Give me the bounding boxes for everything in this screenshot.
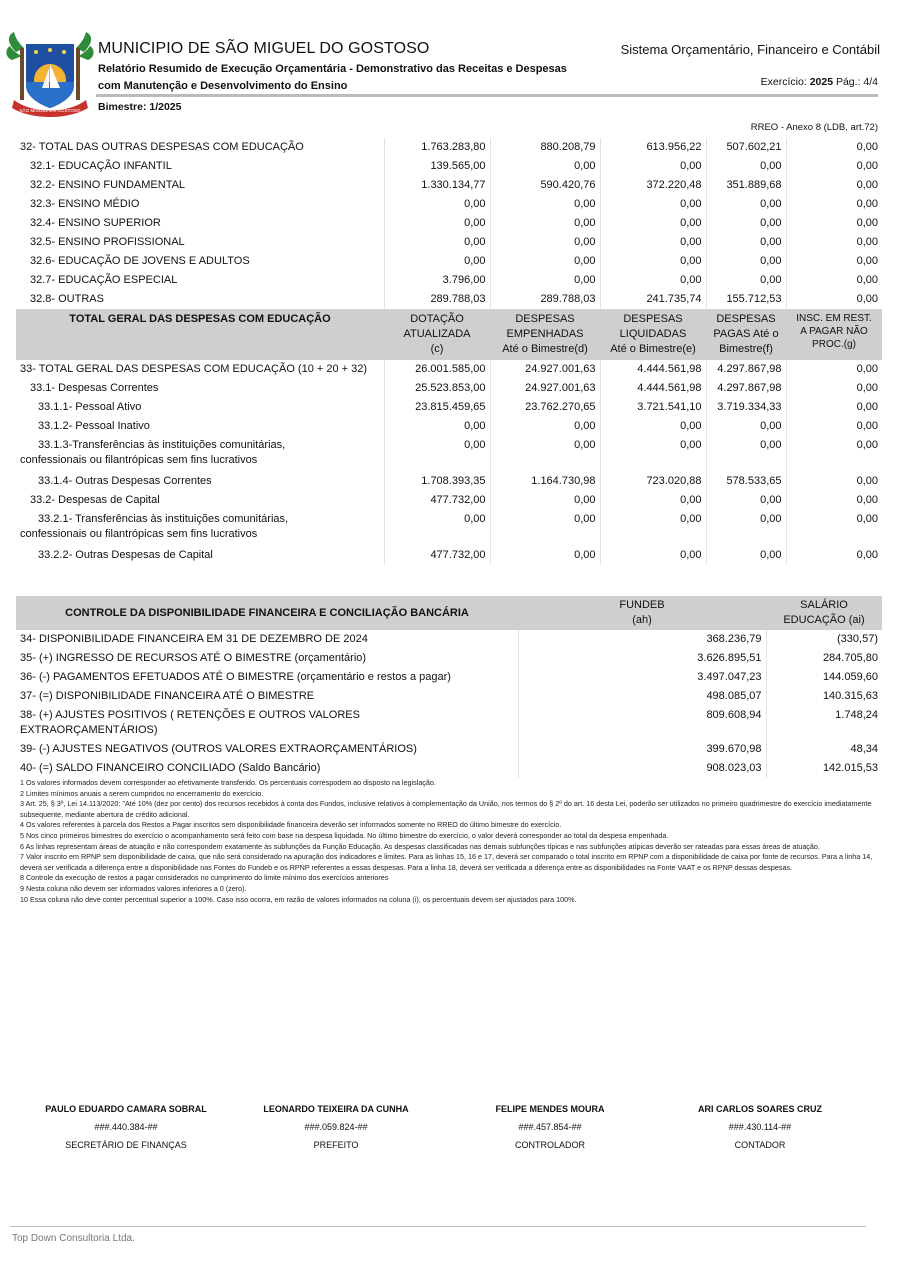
footnote: 4 Os valores referentes à parcela dos Restos a Pagar inscritos sem disponibilidade financeira deverão ser informados somente no RREO do último bimestre do exercício. [20,820,562,830]
table-row [16,687,882,706]
header-col-g [786,309,882,360]
footnote: 8 Controle da execução de restos a pagar considerados no cumprimento do limite mínimo dos exercícios anteriores [20,873,389,883]
section-33-body [16,360,882,565]
row-label [16,510,384,546]
row-label-text: 33.2- Despesas de Capital [30,494,160,506]
table-row [16,214,882,233]
fundeb-value: 3.497.047,23 [518,668,766,687]
table-row [16,290,882,309]
cell-value: 578.533,65 [706,472,786,491]
table-row [16,546,882,565]
cell-value: 4.444.561,98 [600,379,706,398]
row-label-text: 33.2.1- Transferências às instituições comunitárias, [38,513,289,525]
cell-value: 0,00 [706,436,786,472]
cell-value: 0,00 [706,195,786,214]
row-label [16,436,384,472]
row-label-text: 33.1.1- Pessoal Ativo [38,401,142,413]
cell-value: 880.208,79 [490,138,600,157]
cell-value: 4.297.867,98 [706,379,786,398]
signer-cpf: ###.430.114-## [728,1122,792,1132]
signer-name: ARI CARLOS SOARES CRUZ [697,1104,822,1114]
table-row [16,510,882,546]
table-row [16,491,882,510]
cell-value: 0,00 [490,510,600,546]
salario-value: 142.015,53 [766,759,882,778]
row-label-continuation: confessionais ou filantrópicas sem fins lucrativos [20,454,258,466]
row-label-text: 33.1.3-Transferências às instituições comunitárias, [38,439,286,451]
row-label-text: 33.2.2- Outras Despesas de Capital [38,549,213,561]
cell-value: 351.889,68 [706,176,786,195]
cell-value: 0,00 [490,214,600,233]
report-title-line-1: Relatório Resumido de Execução Orçamentária - Demonstrativo das Receitas e Despesas [98,63,567,75]
cell-value: 0,00 [600,491,706,510]
cell-value: 0,00 [490,436,600,472]
header-text: INSC. EM REST. [796,313,872,324]
header-text: Até o Bimestre(d) [502,343,588,355]
row-label [16,290,384,309]
cell-value: 0,00 [786,233,882,252]
bimester-label: Bimestre: 1/2025 [98,101,182,113]
table-row [16,740,882,759]
row-label-text: 32.5- ENSINO PROFISSIONAL [30,236,185,248]
cell-value: 289.788,03 [490,290,600,309]
exercise-value: 2025 [809,76,834,88]
row-label-continuation: confessionais ou filantrópicas sem fins lucrativos [20,528,258,540]
cell-value: 613.956,22 [600,138,706,157]
row-label [16,491,384,510]
header-text: ATUALIZADA [403,328,471,340]
row-label-text: 32.8- OUTRAS [30,293,104,305]
cell-value: 0,00 [600,195,706,214]
signer-cpf: ###.440.384-## [94,1122,158,1132]
cell-value: 0,00 [786,546,882,565]
fundeb-value: 908.023,03 [518,759,766,778]
cell-value: 0,00 [786,472,882,491]
cell-value: 4.297.867,98 [706,360,786,379]
cell-value: 0,00 [706,546,786,565]
row-label-text: 34- DISPONIBILIDADE FINANCEIRA EM 31 DE DEZEMBRO DE 2024 [20,633,368,645]
signer-name: PAULO EDUARDO CAMARA SOBRAL [45,1104,207,1114]
signer-role: CONTROLADOR [514,1140,585,1150]
signature-block [450,1100,650,1154]
cell-value: 0,00 [706,157,786,176]
row-label-text: 33- TOTAL GERAL DAS DESPESAS COM EDUCAÇÃO (10 + 20 + 32) [20,363,368,375]
row-label [16,472,384,491]
row-label-continuation: EXTRAORÇAMENTÁRIOS) [20,724,158,736]
row-label [16,398,384,417]
row-label [16,649,518,668]
table-row [16,138,882,157]
total-header-label: TOTAL GERAL DAS DESPESAS COM EDUCAÇÃO [16,309,384,360]
header-text: DOTAÇÃO [410,313,464,325]
footnotes [20,778,880,905]
row-label [16,668,518,687]
page-number: Pág.: 4/4 [835,76,878,88]
cell-value: 372.220,48 [600,176,706,195]
cell-value: 26.001.585,00 [384,360,490,379]
row-label-text: 33.1- Despesas Correntes [30,382,159,394]
cell-value: 723.020,88 [600,472,706,491]
footnote: 1 Os valores informados devem corresponder ao efetivamente transferido. Os percentuais correspodem ao disposto na legislação. [20,778,436,787]
header-text: SALÁRIO [800,599,848,611]
signer-cpf: ###.457.854-## [518,1122,582,1132]
signer-cpf: ###.059.824-## [304,1122,368,1132]
cell-value: 0,00 [786,360,882,379]
cell-value: 139.565,00 [384,157,490,176]
row-label [16,176,384,195]
cell-value: 0,00 [600,214,706,233]
cell-value: 0,00 [706,510,786,546]
footer-divider [10,1226,866,1227]
table-row [16,195,882,214]
cell-value: 507.602,21 [706,138,786,157]
fundeb-value: 809.608,94 [518,706,766,740]
header-col-e [600,309,706,360]
section-32-body [16,138,882,309]
table-row [16,360,882,379]
row-label-text: 32- TOTAL DAS OUTRAS DESPESAS COM EDUCAÇÃO [20,141,304,153]
row-label-text: 32.2- ENSINO FUNDAMENTAL [30,179,186,191]
signer-role: PREFEITO [313,1140,359,1150]
cell-value: 0,00 [384,510,490,546]
salario-value: 284.705,80 [766,649,882,668]
header-text: (c) [430,343,444,355]
footnote: 5 Nos cinco primeiros bimestres do exercício o acompanhamento será feito com base na despesa liquidada. No último bimestre do exercício, o valor deverá corresponder ao total da despesa empenhada. [20,830,669,840]
row-label [16,630,518,649]
row-label [16,195,384,214]
report-title-line-2: com Manutenção e Desenvolvimento do Ensino [98,80,348,92]
header-divider [96,94,878,97]
table-row [16,157,882,176]
cell-value: 0,00 [786,195,882,214]
table-row [16,436,882,472]
footnote: 7 Valor inscrito em RPNP sem disponibilidade de caixa, que não será considerado na apuração dos indicadores e limites. Para as linhas 15, 16 e 17, deverá ser comparado o total inscrito em RPNP com a disponibilidade de caixa por fonte de recursos. Para a linha 14, deverá ser verificada a diferença entre a disponibilidade nas Fontes do Fundeb e os RPNP referentes a essas despesas. Para a linha 18, deverá ser verificada a diferença entre as disponibilidades na Fonte VAAT e os RPNP dessas despesas. [20,852,873,872]
fundeb-header [518,596,766,630]
controle-header-row [16,596,882,630]
cell-value: 0,00 [706,233,786,252]
cell-value: 155.712,53 [706,290,786,309]
fundeb-value: 498.085,07 [518,687,766,706]
header-text: EMPENHADAS [506,328,584,340]
fundeb-value: 3.626.895,51 [518,649,766,668]
table-row [16,176,882,195]
cell-value: 1.330.134,77 [384,176,490,195]
table-row [16,759,882,778]
cell-value: 0,00 [786,491,882,510]
cell-value: 0,00 [706,214,786,233]
table-row [16,379,882,398]
table-row [16,706,882,740]
cell-value: 4.444.561,98 [600,360,706,379]
cell-value: 0,00 [706,271,786,290]
footnote: 6 As linhas representam áreas de atuação e não correspondem exatamente às subfunções da Função Educação. As despesas classificadas nas demais subfunções típicas e nas subfunções atípicas deverão ser rateadas para essas áreas de atuação. [20,841,820,851]
table-row [16,233,882,252]
signer-name: FELIPE MENDES MOURA [495,1104,605,1114]
cell-value: 0,00 [786,176,882,195]
table-row [16,668,882,687]
row-label-text: 32.1- EDUCAÇÃO INFANTIL [30,160,172,172]
row-label-text: 33.1.4- Outras Despesas Correntes [38,475,212,487]
header-text: PROC.(g) [812,339,856,350]
cell-value: 0,00 [384,252,490,271]
cell-value: 0,00 [384,436,490,472]
cell-value: 0,00 [786,398,882,417]
cell-value: 0,00 [600,233,706,252]
table-row [16,252,882,271]
table-row [16,417,882,436]
row-label-text: 39- (-) AJUSTES NEGATIVOS (OUTROS VALORES EXTRAORÇAMENTÁRIOS) [20,743,417,755]
salario-header [766,596,882,630]
row-label [16,759,518,778]
cell-value: 23.762.270,65 [490,398,600,417]
total-header-row [16,309,882,360]
row-label-text: 32.3- ENSINO MÉDIO [30,198,140,210]
row-label [16,687,518,706]
cell-value: 241.735,74 [600,290,706,309]
controle-header-label: CONTROLE DA DISPONIBILIDADE FINANCEIRA E CONCILIAÇÃO BANCÁRIA [16,596,518,630]
cell-value: 0,00 [600,510,706,546]
row-label-text: 32.6- EDUCAÇÃO DE JOVENS E ADULTOS [30,255,250,267]
controle-table [16,596,882,778]
cell-value: 0,00 [706,252,786,271]
row-label [16,417,384,436]
cell-value: 3.721.541,10 [600,398,706,417]
cell-value: 0,00 [600,417,706,436]
cell-value: 0,00 [706,491,786,510]
logo-ribbon-text: SÃO MIGUEL DO GOSTOSO [19,108,81,113]
cell-value: 0,00 [384,233,490,252]
header-text: (ah) [632,614,652,626]
header-text: Bimestre(f) [719,343,773,355]
header-col-c [384,309,490,360]
cell-value: 0,00 [786,417,882,436]
row-label [16,360,384,379]
row-label [16,233,384,252]
table-row [16,649,882,668]
signature-block [660,1100,860,1154]
table-row [16,630,882,649]
row-label [16,379,384,398]
cell-value: 0,00 [600,252,706,271]
row-label-text: 38- (+) AJUSTES POSITIVOS ( RETENÇÕES E OUTROS VALORES [20,709,360,721]
cell-value: 0,00 [490,195,600,214]
row-label-text: 32.4- ENSINO SUPERIOR [30,217,161,229]
cell-value: 0,00 [786,510,882,546]
signature-block [26,1100,226,1154]
salario-value: 48,34 [766,740,882,759]
cell-value: 0,00 [600,157,706,176]
exercise-and-page [761,76,878,88]
header-text: DESPESAS [623,313,683,325]
report-title [98,61,618,95]
cell-value: 0,00 [786,138,882,157]
cell-value: 0,00 [600,271,706,290]
footnote: 10 Essa coluna não deve conter percentual superior a 100%. Caso isso ocorra, em razão de valores informados na coluna (i), os percentuais devem ser ajustados para 100%. [20,894,577,904]
cell-value: 0,00 [384,214,490,233]
row-label [16,546,384,565]
cell-value: 0,00 [786,379,882,398]
row-label-text: 33.1.2- Pessoal Inativo [38,420,150,432]
salario-value: 140.315,63 [766,687,882,706]
header-text: LIQUIDADAS [619,328,687,340]
system-name: Sistema Orçamentário, Financeiro e Contábil [620,42,880,57]
cell-value: 0,00 [490,252,600,271]
signer-name: LEONARDO TEIXEIRA DA CUNHA [263,1104,409,1114]
cell-value: 477.732,00 [384,546,490,565]
row-label [16,252,384,271]
signature-block [236,1100,436,1154]
row-label [16,157,384,176]
row-label-text: 32.7- EDUCAÇÃO ESPECIAL [30,274,178,286]
cell-value: 0,00 [490,157,600,176]
fundeb-value: 399.670,98 [518,740,766,759]
row-label [16,138,384,157]
cell-value: 0,00 [786,214,882,233]
cell-value: 0,00 [490,271,600,290]
row-label [16,706,518,740]
cell-value: 590.420,76 [490,176,600,195]
cell-value: 289.788,03 [384,290,490,309]
footnote: 3 Art. 25, § 3º, Lei 14.113/2020: "Até 10% (dez por cento) dos recursos recebidos à conta dos Fundos, inclusive relativos à complementação da União, nos termos do § 2º do art. 16 desta Lei, poderão ser utilizados no primeiro quadrimestre do exercício imediatamente subsequente, mediante abertura de crédito adicional. [20,799,872,819]
cell-value: 1.708.393,35 [384,472,490,491]
footer-company: Top Down Consultoria Ltda. [12,1233,135,1244]
row-label-text: 36- (-) PAGAMENTOS EFETUADOS ATÉ O BIMESTRE (orçamentário e restos a pagar) [20,671,451,683]
row-label-text: 35- (+) INGRESSO DE RECURSOS ATÉ O BIMESTRE (orçamentário) [20,652,367,664]
municipal-coat-of-arms-icon [6,30,94,118]
cell-value: 0,00 [786,252,882,271]
footnote: 9 Nesta coluna não devem ser informados valores inferiores a 0 (zero). [20,883,247,893]
cell-value: 0,00 [600,546,706,565]
table-row [16,271,882,290]
signer-role: CONTADOR [734,1140,786,1150]
cell-value: 0,00 [384,195,490,214]
cell-value: 0,00 [384,417,490,436]
signer-role: SECRETÁRIO DE FINANÇAS [65,1140,187,1150]
cell-value: 0,00 [786,157,882,176]
exercise-label: Exercício: [760,76,807,88]
row-label-text: 37- (=) DISPONIBILIDADE FINANCEIRA ATÉ O BIMESTRE [20,690,315,702]
cell-value: 3.796,00 [384,271,490,290]
annex-label: RREO - Anexo 8 (LDB, art.72) [750,122,878,133]
header-text: FUNDEB [619,599,665,611]
cell-value: 1.164.730,98 [490,472,600,491]
expenses-table [16,138,882,565]
row-label-text: 40- (=) SALDO FINANCEIRO CONCILIADO (Saldo Bancário) [20,762,321,774]
cell-value: 0,00 [490,417,600,436]
salario-value: 1.748,24 [766,706,882,740]
cell-value: 0,00 [706,417,786,436]
cell-value: 24.927.001,63 [490,360,600,379]
header-text: DESPESAS [716,313,776,325]
municipality-name: MUNICIPIO DE SÃO MIGUEL DO GOSTOSO [98,40,430,57]
header-text: Até o Bimestre(e) [610,343,696,355]
header-col-d [490,309,600,360]
cell-value: 3.719.334,33 [706,398,786,417]
cell-value: 1.763.283,80 [384,138,490,157]
salario-value: 144.059,60 [766,668,882,687]
cell-value: 0,00 [786,290,882,309]
salario-value: (330,57) [766,630,882,649]
header-text: A PAGAR NÃO [800,326,868,337]
row-label [16,214,384,233]
fundeb-value: 368.236,79 [518,630,766,649]
header-text: DESPESAS [515,313,575,325]
cell-value: 477.732,00 [384,491,490,510]
row-label [16,740,518,759]
cell-value: 25.523.853,00 [384,379,490,398]
cell-value: 0,00 [490,491,600,510]
cell-value: 24.927.001,63 [490,379,600,398]
cell-value: 23.815.459,65 [384,398,490,417]
footnote: 2 Limites mínimos anuais a serem cumpridos no encerramento do exercício. [20,788,264,798]
header-text: EDUCAÇÃO (ai) [783,614,865,626]
cell-value: 0,00 [786,271,882,290]
table-row [16,472,882,491]
cell-value: 0,00 [490,233,600,252]
cell-value: 0,00 [786,436,882,472]
cell-value: 0,00 [600,436,706,472]
header-text: PAGAS Até o [713,328,779,340]
row-label [16,271,384,290]
controle-body [16,630,882,778]
cell-value: 0,00 [490,546,600,565]
table-row [16,398,882,417]
header-col-f [706,309,786,360]
